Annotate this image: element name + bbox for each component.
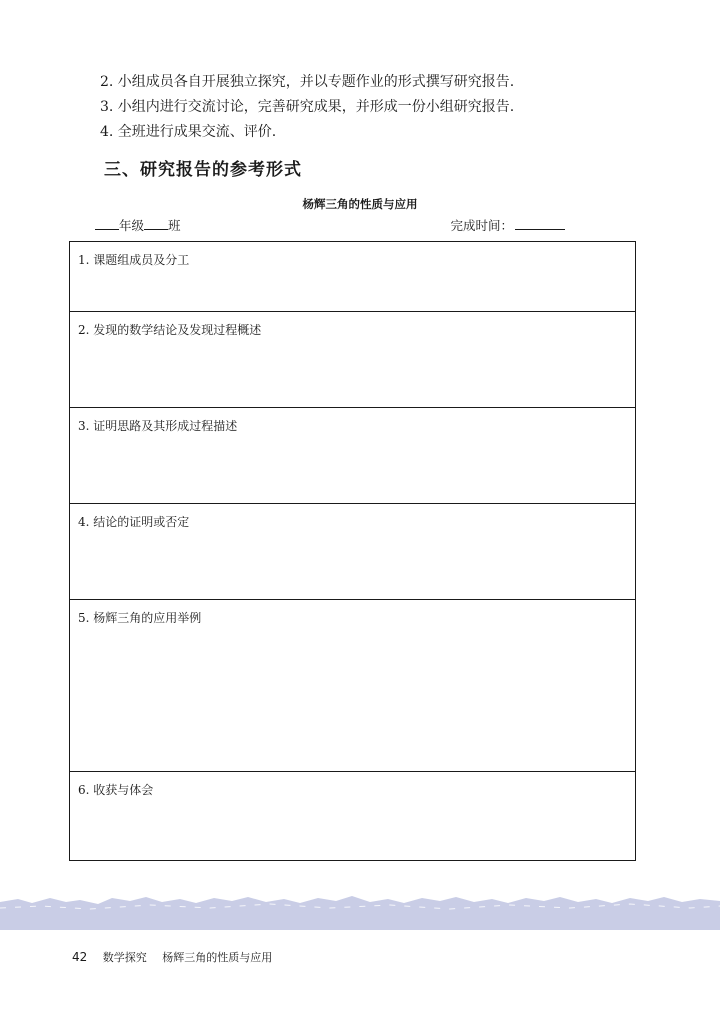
row-label: 6. 收获与体会 [78, 783, 154, 797]
step-item: 4. 全班进行成果交流、评价. [100, 124, 277, 140]
class-label: 班 [168, 218, 181, 233]
instruction-steps [100, 70, 514, 145]
report-row-proof-idea[interactable] [70, 408, 635, 504]
footer-chapter-title: 杨辉三角的性质与应用 [162, 951, 273, 964]
row-label: 4. 结论的证明或否定 [78, 515, 190, 529]
grade-class-field [95, 216, 181, 234]
completion-time-field [450, 216, 565, 234]
row-label: 5. 杨辉三角的应用举例 [78, 611, 202, 625]
report-row-applications[interactable] [70, 600, 635, 772]
footer-book-title: 数学探究 [102, 951, 147, 964]
class-blank[interactable] [144, 216, 168, 230]
time-label: 完成时间： [450, 218, 513, 233]
page-footer [72, 949, 272, 965]
row-label: 3. 证明思路及其形成过程描述 [78, 419, 238, 433]
form-meta-row [95, 216, 565, 234]
report-row-proof[interactable] [70, 504, 635, 600]
report-table [69, 241, 636, 861]
report-row-discovery[interactable] [70, 312, 635, 408]
time-blank[interactable] [515, 216, 565, 230]
page-number: 42 [72, 950, 88, 964]
report-row-members[interactable] [70, 242, 635, 312]
report-row-reflection[interactable] [70, 772, 635, 860]
form-title: 杨辉三角的性质与应用 [302, 197, 418, 211]
decorative-wave-band [0, 888, 720, 930]
row-label: 2. 发现的数学结论及发现过程概述 [78, 323, 262, 337]
section-heading: 三、研究报告的参考形式 [104, 160, 302, 180]
row-label: 1. 课题组成员及分工 [78, 253, 190, 267]
step-item: 2. 小组成员各自开展独立探究，并以专题作业的形式撰写研究报告. [100, 74, 515, 90]
grade-label: 年级 [119, 218, 145, 233]
grade-blank[interactable] [95, 216, 119, 230]
step-item: 3. 小组内进行交流讨论，完善研究成果，并形成一份小组研究报告. [100, 99, 515, 115]
